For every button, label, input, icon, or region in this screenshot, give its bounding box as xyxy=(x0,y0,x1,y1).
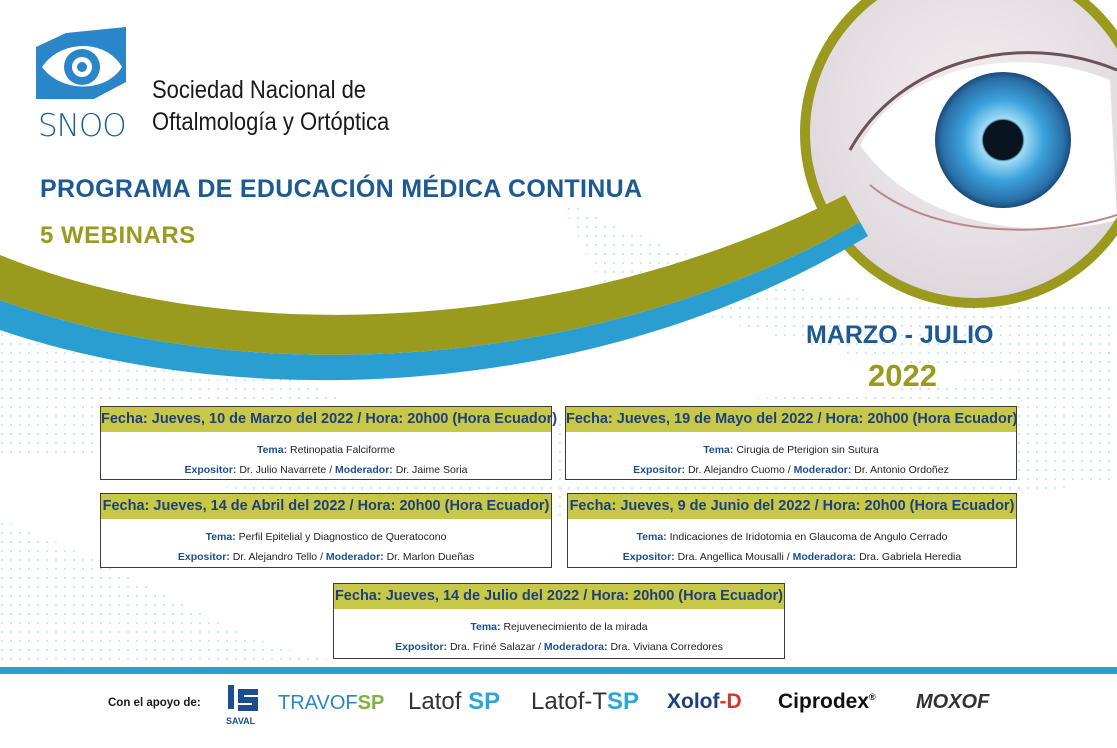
webinar-date-header: Fecha: Jueves, 10 de Marzo del 2022 / Hora: 20h00 (Hora Ecuador) xyxy=(101,407,551,432)
travof-sp: SP xyxy=(357,692,385,714)
webinar-card xyxy=(100,493,552,568)
moderator-label: Moderador: xyxy=(793,464,852,476)
expositor-label: Expositor: xyxy=(633,464,686,476)
sponsor-divider xyxy=(0,667,1117,674)
latof-text: Latof xyxy=(408,688,462,715)
year: 2022 xyxy=(868,358,937,393)
webinar-details: Tema: Indicaciones de Iridotomia en Glaucoma de Angulo Cerrado Expositor: Dra. Angellica Mousalli / Moderadora: Dra. Gabriela Heredia xyxy=(622,531,962,563)
webinar-details: Tema: Rejuvenecimiento de la mirada Expositor: Dra. Friné Salazar / Moderadora: Dra. Viviana Corredores xyxy=(395,621,723,653)
latoft-logo xyxy=(531,688,639,716)
webinar-topic: Cirugia de Pterigion sin Sutura xyxy=(736,444,879,456)
moderator-label: Moderador: xyxy=(325,551,384,563)
xolof-d: -D xyxy=(719,690,742,713)
webinar-date-header: Fecha: Jueves, 9 de Junio del 2022 / Hora: 20h00 (Hora Ecuador) xyxy=(568,494,1016,519)
webinar-details: Tema: Cirugia de Pterigion sin Sutura Expositor: Dr. Alejandro Cuomo / Moderador: Dr. Antonio Ordoñez xyxy=(633,444,949,476)
latof-logo xyxy=(408,688,500,716)
xolof-logo xyxy=(667,690,742,714)
program-subtitle: 5 WEBINARS xyxy=(40,222,196,249)
ciprodex-logo xyxy=(778,690,876,714)
moderator-label: Moderadora: xyxy=(543,641,608,653)
webinar-details: Tema: Retinopatia Falciforme Expositor: Dr. Julio Navarrete / Moderador: Dr. Jaime Soria xyxy=(184,444,468,476)
webinar-details: Tema: Perfil Epitelial y Diagnostico de Queratocono Expositor: Dr. Alejandro Tello / Moderador: Dr. Marlon Dueñas xyxy=(177,531,475,563)
saval-mark-icon xyxy=(226,683,262,713)
tema-label: Tema: xyxy=(636,531,667,543)
ciprodex-reg: ® xyxy=(869,692,876,702)
webinar-speaker: Dra. Angellica Mousalli xyxy=(677,551,784,563)
webinar-topic: Perfil Epitelial y Diagnostico de Queratocono xyxy=(238,531,447,543)
webinar-moderator: Dra. Gabriela Heredia xyxy=(859,551,962,563)
latoft-sp: SP xyxy=(607,688,640,715)
tema-label: Tema: xyxy=(470,621,501,633)
eye-logo-icon xyxy=(36,27,126,102)
webinar-speaker: Dr. Julio Navarrete xyxy=(239,464,327,476)
months-range: MARZO - JULIO xyxy=(806,321,994,349)
webinar-card xyxy=(565,406,1017,480)
saval-logo xyxy=(226,683,262,727)
saval-text: SAVAL xyxy=(226,716,256,726)
tema-label: Tema: xyxy=(703,444,734,456)
webinar-moderator: Dr. Jaime Soria xyxy=(395,464,468,476)
org-name xyxy=(152,74,389,138)
expositor-label: Expositor: xyxy=(177,551,230,563)
webinar-topic: Retinopatia Falciforme xyxy=(290,444,396,456)
program-title: PROGRAMA DE EDUCACIÓN MÉDICA CONTINUA xyxy=(40,175,643,203)
org-name-line2: Oftalmología y Ortóptica xyxy=(152,108,390,136)
webinar-date-header: Fecha: Jueves, 14 de Abril del 2022 / Hora: 20h00 (Hora Ecuador) xyxy=(101,494,551,519)
latof-sp: SP xyxy=(468,688,501,715)
latoft-text: Latof-T xyxy=(531,688,608,715)
moderator-label: Moderador: xyxy=(335,464,393,476)
webinar-moderator: Dr. Antonio Ordoñez xyxy=(854,464,949,476)
webinar-card xyxy=(100,406,558,480)
tema-label: Tema: xyxy=(205,531,236,543)
webinar-speaker: Dra. Friné Salazar xyxy=(449,641,536,653)
webinar-date-header: Fecha: Jueves, 14 de Julio del 2022 / Hora: 20h00 (Hora Ecuador) xyxy=(334,584,784,609)
webinar-speaker: Dr. Alejandro Cuomo xyxy=(687,464,785,476)
tema-label: Tema: xyxy=(256,444,288,456)
expositor-label: Expositor: xyxy=(622,551,675,563)
logo-abbr: SNOO xyxy=(38,108,126,144)
webinar-date-header: Fecha: Jueves, 19 de Mayo del 2022 / Hora: 20h00 (Hora Ecuador) xyxy=(566,407,1016,432)
webinar-speaker: Dr. Alejandro Tello xyxy=(232,551,318,563)
webinar-topic: Rejuvenecimiento de la mirada xyxy=(503,621,648,633)
expositor-label: Expositor: xyxy=(395,641,448,653)
moderator-label: Moderadora: xyxy=(792,551,857,563)
expositor-label: Expositor: xyxy=(184,464,237,476)
xolof-text: Xolof xyxy=(667,690,720,713)
webinar-card xyxy=(567,493,1017,568)
travof-logo xyxy=(278,692,384,715)
moxof-text: MOXOF xyxy=(916,691,990,713)
org-name-line1: Sociedad Nacional de xyxy=(152,76,367,104)
webinar-topic: Indicaciones de Iridotomia en Glaucoma de Angulo Cerrado xyxy=(669,531,948,543)
webinar-moderator: Dr. Marlon Dueñas xyxy=(386,551,475,563)
travof-text: TRAVOF xyxy=(278,692,358,714)
webinar-moderator: Dra. Viviana Corredores xyxy=(610,641,723,653)
ciprodex-text: Ciprodex xyxy=(778,690,870,713)
moxof-logo xyxy=(916,691,989,714)
webinar-card xyxy=(333,583,785,659)
sponsor-label: Con el apoyo de: xyxy=(108,697,201,709)
